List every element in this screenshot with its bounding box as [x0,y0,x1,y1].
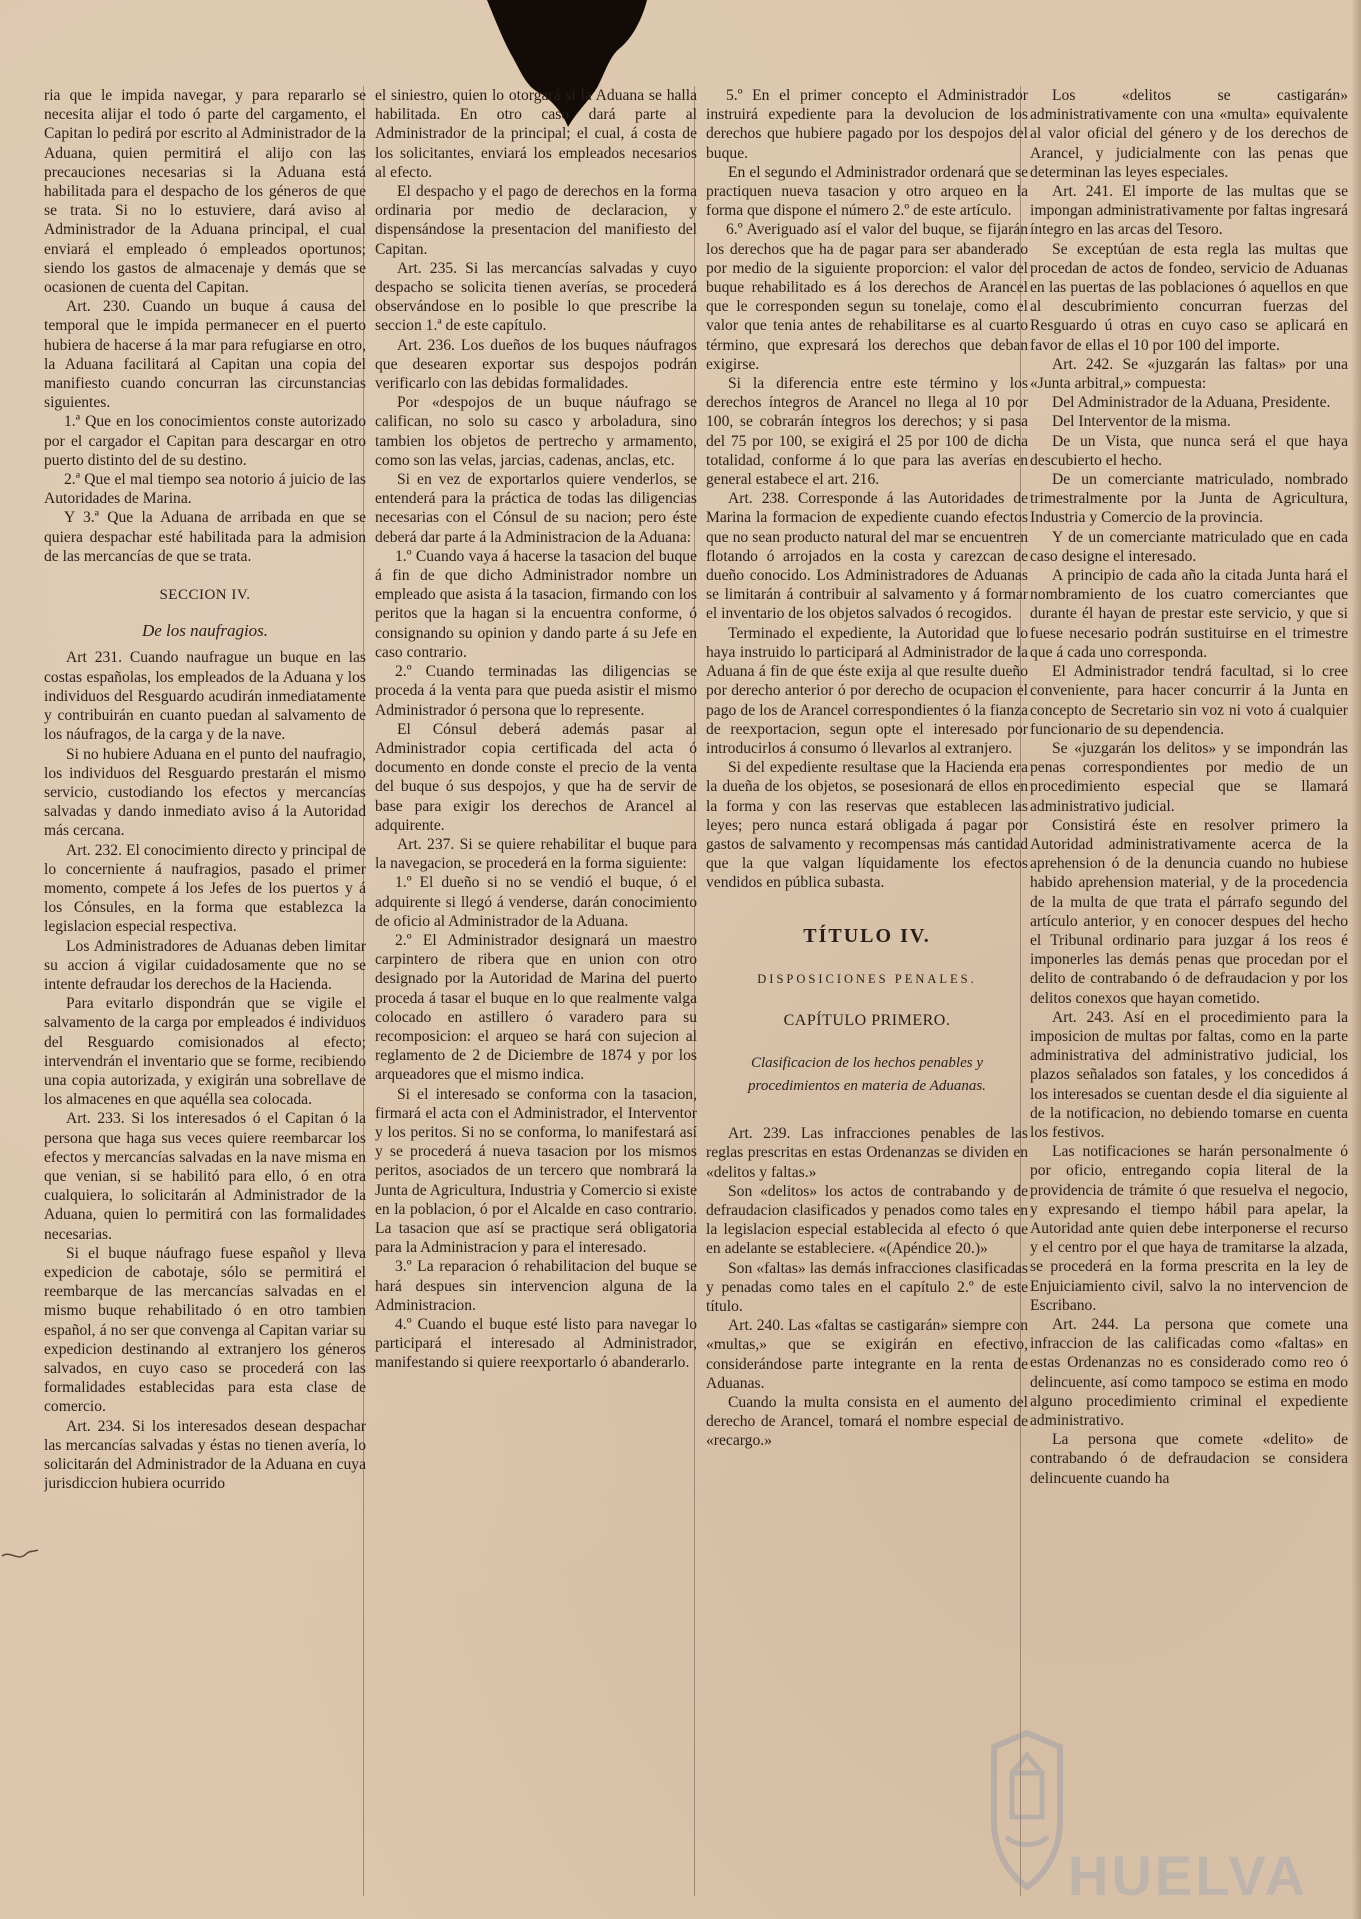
chapter-subtitle: Clasificacion de los hechos penables y procedimientos en materia de Aduanas. [748,1055,986,1095]
paragraph: Si la diferencia entre este término y los derechos íntegros de Arancel no llega al 10 por 100, se cobrarán íntegros los derechos; y si pasa del 75 por 100, se exigirá el 25 por 100 de dicha totalidad, conforme á lo que para las averías en general estabece el art. 216. [706,375,1028,489]
paragraph: El Administrador tendrá facultad, si lo cree conveniente, para hacer concurrir á la Junta en concepto de Secretario sin voz ni voto á cualquier funcionario de su dependencia. [1030,663,1348,738]
archive-watermark [982,1725,1352,1910]
paragraph: Los Administradores de Aduanas deben limitar su accion á vigilar cuidadosamente que no se intente defraudar los derechos de la Hacienda. [44,937,366,993]
paragraph: Se «juzgarán los delitos» y se impondrán las penas correspondientes por medio de un procedimiento especial que se llamará administrativo judicial. [1030,739,1348,815]
article-244: Art. 244. La persona que comete una infraccion de las calificadas como «faltas» en estas Ordenanzas no es considerado como reo ó delincuente, así como tampoco se estima en modo alguno procedimiento criminal el expediente administrativo. [1030,1316,1348,1430]
paragraph: Si el interesado se conforma con la tasacion, firmará el acta con el Administrador, el Interventor y los peritos. Si no se conforma, lo manifestará así y se procederá á nueva tasacion por los mismos peritos, asociados de un tercero que nombrará la Junta de Agricultura, Industria y Comercio si existe en la poblacion, ó por el Alcalde en caso contrario. La tasacion que así se practique será obligatoria para la Administracion y para el interesado. [375,1085,697,1257]
article-242: Art. 242. Se «juzgarán las faltas» por una «Junta arbitral,» compuesta: [1030,355,1348,393]
list-item: Del Administrador de la Aduana, Presidente. [1052,394,1331,412]
article-234: Art. 234. Si los interesados desean despachar las mercancías salvadas y éstas no tienen avería, lo solicitarán del Administrador de la Aduana en cuya jurisdiccion hubiera ocurrido [44,1417,366,1493]
paragraph: Si el buque náufrago fuese español y lleva expedicion de cabotaje, sólo se permitirá el reembarque de las mercancías salvadas en el mismo buque rehabilitado ó en otro tambien español, á no ser que convenga al Capitan variar su expedicion destinando al extranjero los géneros salvados, en cuyo caso se procederá con las formalidades establecidas para esta clase de comercio. [44,1244,366,1416]
column-2 [375,86,697,1901]
list-item: Del Interventor de la misma. [1052,413,1231,431]
list-item: 2.º Cuando terminadas las diligencias se proceda á la venta para que pueda asistir el mismo Administrador ó persona que lo represente. [375,663,697,719]
margin-mark-icon [0,1540,40,1570]
list-item: 1.º Cuando vaya á hacerse la tasacion del buque á fin de que dicho Administrador nombre un empleado que asista á la tasacion, firmando con los peritos que la hagan si la encuentra conforme, ó consignando su opinion y dando parte á su Jefe en caso contrario. [375,547,697,661]
list-item: 2.ª Que el mal tiempo sea notorio á juicio de las Autoridades de Marina. [44,471,366,508]
column-3 [706,86,1028,1901]
article-230: Art. 230. Cuando un buque á causa del temporal que le impida permanecer en el puerto hubiera de hacerse á la mar para refugiarse en otro, la Aduana facilitará al Capitan una copia del manifiesto cuando concurran las circunstancias siguientes. [44,298,366,412]
paragraph: Terminado el expediente, la Autoridad que lo haya instruido lo participará al Administrador de la Aduana á fin de que éste exija al que resulte dueño por derecho anterior ó por derecho de ocupacion el pago de los de Arancel correspondientes ó la fianza de reexportacion, segun opte el interesado por introducirlos á consumo ó llevarlos al extranjero. [706,624,1028,757]
list-item: De un comerciante matriculado, nombrado trimestralmente por la Junta de Agricultura, Industria y Comercio de la provincia. [1030,471,1348,527]
article-239: Art. 239. Las infracciones penables de las reglas prescritas en estas Ordenanzas se dividen en «delitos y faltas.» [706,1125,1028,1181]
paragraph: el siniestro, quien lo otorgará si la Aduana se halla habilitada. En otro caso dará parte al Administrador de la principal; el cual, á costa de los solicitantes, enviará los empleados necesarios al efecto. [375,87,697,181]
watermark-text: HUELVA [1068,1844,1308,1907]
article-240: Art. 240. Las «faltas se castigarán» siempre con «multas,» que se exigirán en efectivo, considerándose parte integrante en la renta de Aduanas. [706,1317,1028,1392]
paragraph: En el segundo el Administrador ordenará que se practiquen nueva tasacion y otro arqueo en la forma que dispone el número 2.º de este artículo. [706,163,1028,220]
chapter-heading: CAPÍTULO PRIMERO. [783,1011,951,1029]
paragraph: Las notificaciones se harán personalmente ó por oficio, entregando copia literal de la providencia de trámite ó que resuelva el negocio, y expresando el tiempo hábil para apelar, la Autoridad ante quien debe interponerse el recurso y el centro por el que haya de tramitarse la alzada, se procederá en la forma prescrita en la ley de Enjuiciamiento civil, salvo la no intervencion de Escribano. [1030,1143,1348,1314]
paragraph: Cuando la multa consista en el aumento del derecho de Arancel, tomará el nombre especial de «recargo.» [706,1393,1028,1450]
column-1 [44,86,366,1901]
article-236: Art. 236. Los dueños de los buques náufragos que desearen exportar sus despojos podrán verificarlo con las debidas formalidades. [375,336,697,393]
article-237: Art. 237. Si se quiere rehabilitar el buque para la navegacion, se procederá en la forma siguiente: [375,835,697,873]
list-item: 3.º La reparacion ó rehabilitacion del buque se hará despues sin intervencion alguna de la Administracion. [375,1258,697,1314]
list-item: 2.º El Administrador designará un maestro carpintero de ribera que en union con otro designado por la Autoridad de Marina del puerto proceda á tasar el buque en lo que realmente valga colocado en astillero ó varadero para su recomposicion: el arqueo se hará con sujecion al reglamento de 2 de Diciembre de 1874 y por los arqueadores que el mismo indica. [375,931,697,1084]
article-233: Art. 233. Si los interesados ó el Capitan ó la persona que haga sus veces quiere reembarcar los efectos y mercancías salvadas en la nave misma en que venian, si se habilitó para ello, ó en otra cualquiera, lo solicitarán al Administrador de la Aduana, quien lo permitirá con las formalidades necesarias. [44,1110,366,1243]
paragraph: Por «despojos de un buque náufrago se califican, no solo su casco y arboladura, sino tambien los objetos de pertrecho y armamento, como son las velas, jarcias, cadenas, anclas, etc. [375,394,697,469]
paragraph: Consistirá éste en resolver primero la Autoridad administrativamente acerca de la aprehension ó de la denuncia cuando no hubiese habido aprehension material, y de la procedencia de la multa de que trata el párrafo segundo del artículo anterior, y en conocer despues del hecho el Tribunal ordinario para juzgar á los reos é imponerles las demás penas que procedan por el delito de contrabando ó de defraudacion y por los delitos conexos que hayan cometido. [1030,816,1348,1007]
paragraph: Para evitarlo dispondrán que se vigile el salvamento de la carga por empleados é individuos del Resguardo comisionados al efecto; intervendrán el inventario que se forme, recibiendo una copia autorizada, y exigirán una sobrellave de los almacenes en que aquélla sea colocada. [44,995,366,1109]
list-item: Y 3.ª Que la Aduana de arribada en que se quiera despachar esté habilitada para la admision de las mercancías de que se trata. [44,509,366,565]
list-item: 6.º Averiguado así el valor del buque, se fijarán los derechos que ha de pagar para ser abanderado por medio de la siguiente proporcion: el valor del buque rehabilitado es á los derechos de Arancel que le corresponden segun su tonelaje, como el valor que tenia antes de rehabilitarse es al cuarto término, que expresará los derechos que deban exigirse. [706,221,1028,373]
paragraph: Si del expediente resultase que la Hacienda era la dueña de los objetos, se posesionará de ellos en la forma y con las reservas que establecen las leyes; pero nunca estará obligada á pagar por gastos de salvamento y recompensas más cantidad que la que valgan líquidamente los efectos vendidos en pública subasta. [706,759,1028,892]
section-heading: SECCION IV. [159,587,251,604]
list-item: 1.º El dueño si no se vendió el buque, ó el adquirente si llegó á venderse, darán conocimiento de oficio al Administrador de la Aduana. [375,874,697,930]
section-subtitle: De los naufragios. [141,621,269,641]
list-item: 4.º Cuando el buque esté listo para navegar lo participará el interesado al Administrador, manifestando si quiere reexportarlo ó abanderarlo. [375,1316,697,1372]
archive-seal-icon [982,1725,1072,1895]
paragraph: A principio de cada año la citada Junta hará el nombramiento de los cuatro comerciantes que durante él hayan de prestar este servicio, y que si fuese necesario podrán sustituirse en el trimestre que á cada uno corresponda. [1030,567,1348,661]
paragraph: El despacho y el pago de derechos en la forma ordinaria por medio de declaracion, y dispensándose la presentacion del manifiesto del Capitan. [375,183,697,258]
paragraph: Los «delitos se castigarán» administrativamente con una «multa» equivalente al valor oficial del género y de los derechos de Arancel, y judicialmente con las penas que determinan las leyes especiales. [1030,87,1348,181]
paragraph: Se exceptúan de esta regla las multas que procedan de actos de fondeo, servicio de Aduanas en las puertas de las poblaciones ó aquellos en que al descubrimiento concurran fuerzas del Resguardo ú otras en cuyo caso se aplicará en favor de ellas el 10 por 100 del importe. [1030,240,1348,354]
paragraph: Si en vez de exportarlos quiere venderlos, se entenderá para la práctica de todas las diligencias necesarias con el Cónsul de su nacion; pero éste deberá dar parte á la Administracion de la Aduana: [375,471,697,546]
paragraph: Son «faltas» las demás infracciones clasificadas y penadas como tales en el capítulo 2.º de este título. [706,1259,1028,1315]
title-subheading: DISPOSICIONES PENALES. [757,971,977,986]
list-item: De un Vista, que nunca será el que haya descubierto el hecho. [1030,432,1348,469]
paragraph: Son «delitos» los actos de contrabando y de defraudacion clasificados y penados como tales en la legislacion especial establecida al efecto ó que en adelante se estableciere. «(Apéndice 20.)» [706,1182,1028,1258]
article-243: Art. 243. Así en el procedimiento para la imposicion de multas por faltas, como en la parte administrativa del administrativo judicial, los plazos señalados son fatales, y los concedidos á los interesados se cuentan desde el dia siguiente al de la notificacion, no debiendo tomarse en cuenta los festivos. [1030,1008,1348,1141]
list-item: Y de un comerciante matriculado que en cada caso designe el interesado. [1030,528,1348,565]
paragraph: La persona que comete «delito» de contrabando ó de defraudacion se considera delincuente cuando ha [1030,1431,1348,1487]
article-232: Art. 232. El conocimiento directo y principal de lo concerniente á naufragios, pasado el primer momento, compete á los Jefes de los puertos y á los Cónsules, en la forma que establezca la legislacion especial respectiva. [44,841,366,936]
article-235: Art. 235. Si las mercancías salvadas y cuyo despacho se solicita tienen averías, se procederá observándose en lo posible lo que prescribe la seccion 1.ª de este capítulo. [375,259,697,335]
article-231: Art 231. Cuando naufrague un buque en las costas españolas, los empleados de la Aduana y los individuos del Resguardo acudirán inmediatamente y contribuirán en cuanto puedan al salvamento de los náufragos, de la carga y de la nave. [44,649,366,744]
list-item: 5.º En el primer concepto el Administrador instruirá expediente para la devolucion de los derechos que hubiere pagado por los despojos del buque. [706,87,1028,162]
paragraph: El Cónsul deberá además pasar al Administrador copia certificada del acta ó documento en donde conste el precio de la venta del buque ó sus despojos, y que ha de servir de base para exigir los derechos de Arancel al adquirente. [375,720,697,834]
paragraph: ria que le impida navegar, y para repararlo se necesita alijar el todo ó parte del cargamento, el Capitan lo pedirá por escrito al Administrador de la Aduana, quien permitirá el alijo con las precauciones necesarias si la Aduana está habilitada para el despacho de los géneros de que se trata. Si no lo estuviere, dará aviso al Administrador de la Aduana principal, el cual enviará el empleado ó empleados oportunos; siendo los gastos de almacenaje y demás que se ocasionen de cuenta del Capitan. [44,87,366,297]
article-241: Art. 241. El importe de las multas que se impongan administrativamente por faltas ingresará íntegro en las arcas del Tesoro. [1030,183,1348,239]
title-heading: TÍTULO IV. [803,924,931,947]
page-edge [1351,0,1361,1919]
column-4 [1030,86,1348,1901]
list-item: 1.ª Que en los conocimientos conste autorizado por el cargador el Capitan para descargar en otro puerto distinto del de su destino. [44,413,366,469]
article-238: Art. 238. Corresponde á las Autoridades de Marina la formacion de expediente cuando efectos que no sean producto natural del mar se encuentren flotando ó arrojados en la costa y carezcan de dueño conocido. Los Administradores de Aduanas se limitarán á contribuir al salvamento y á formar el inventario de los objetos salvados ó recogidos. [706,490,1028,623]
paragraph: Si no hubiere Aduana en el punto del naufragio, los individuos del Resguardo prestarán el mismo servicio, custodiando los efectos y mercancías salvadas y dando inmediato aviso á la Autoridad más cercana. [44,745,366,840]
